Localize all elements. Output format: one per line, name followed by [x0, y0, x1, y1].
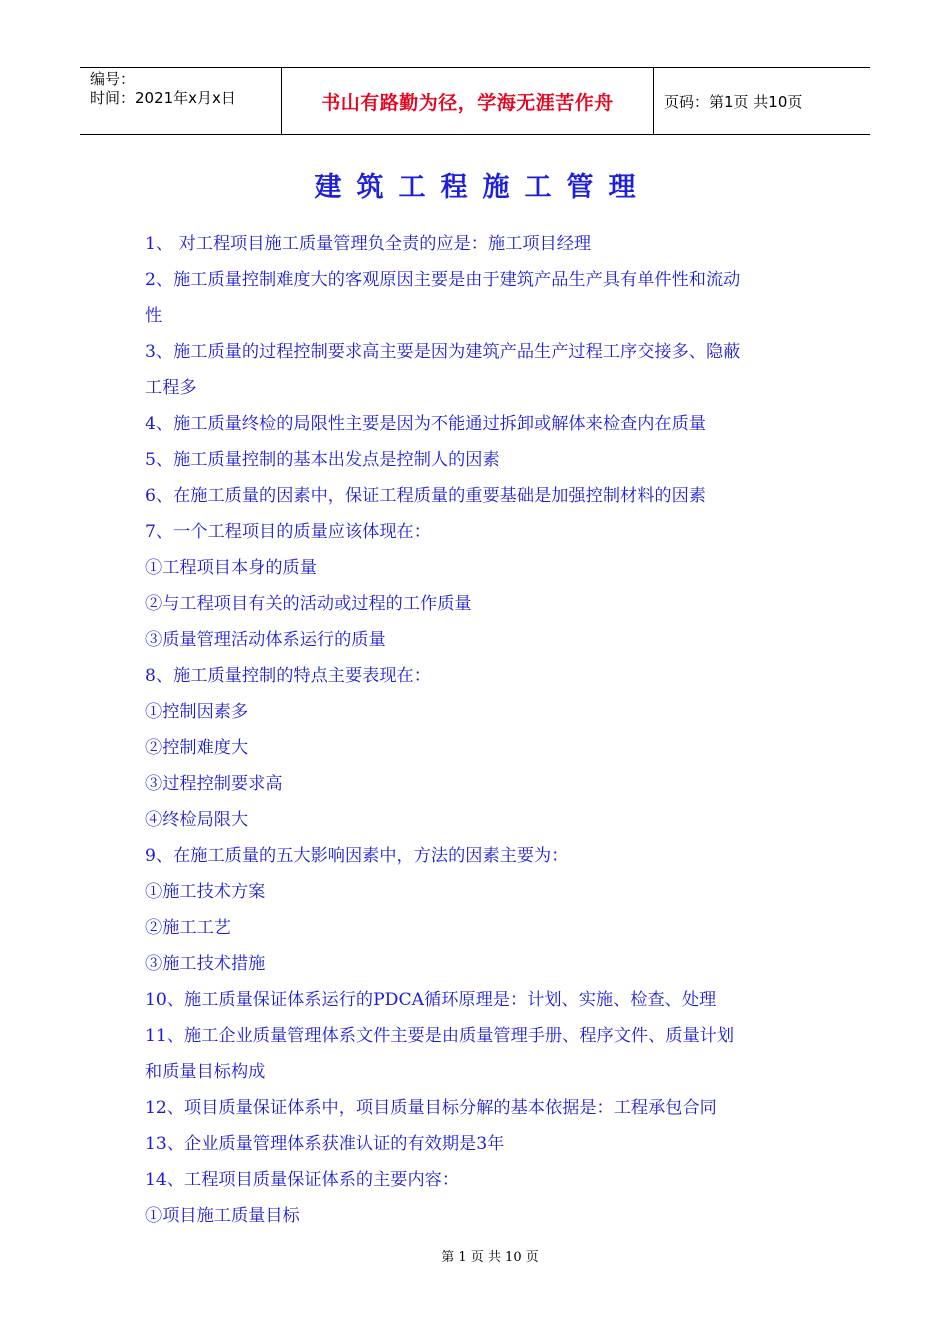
- page-info: 页码：第1页 共10页: [664, 92, 803, 111]
- header-info-cell: [80, 68, 282, 134]
- text-line: 性: [145, 306, 163, 326]
- text-line: ①施工技术方案: [145, 882, 266, 902]
- number-label: 编号：: [90, 70, 136, 88]
- text-line: ③过程控制要求高: [145, 774, 283, 794]
- page-footer: 第 1 页 共 10 页: [441, 1250, 539, 1265]
- text-line: 2、施工质量控制难度大的客观原因主要是由于建筑产品生产具有单件性和流动: [145, 270, 741, 290]
- text-line: 7、一个工程项目的质量应该体现在：: [145, 522, 431, 542]
- text-line: ②控制难度大: [145, 738, 249, 758]
- document-title: 建筑工程施工管理: [314, 172, 651, 203]
- motto: 书山有路勤为径，学海无涯苦作舟: [282, 68, 654, 134]
- text-line: 6、在施工质量的因素中，保证工程质量的重要基础是加强控制材料的因素: [145, 486, 706, 506]
- text-line: 3、施工质量的过程控制要求高主要是因为建筑产品生产过程工序交接多、隐蔽: [145, 342, 741, 362]
- text-line: ③施工技术措施: [145, 954, 266, 974]
- text-line: ④终检局限大: [145, 810, 249, 830]
- text-line: 工程多: [145, 378, 197, 398]
- text-line: 14、工程项目质量保证体系的主要内容：: [145, 1170, 460, 1190]
- text-line: 1、 对工程项目施工质量管理负全责的应是：施工项目经理: [145, 234, 592, 254]
- text-line: ②施工工艺: [145, 918, 231, 938]
- text-line: ①项目施工质量目标: [145, 1206, 300, 1226]
- text-line: 4、施工质量终检的局限性主要是因为不能通过拆卸或解体来检查内在质量: [145, 414, 706, 434]
- text-line: 12、项目质量保证体系中，项目质量目标分解的基本依据是：工程承包合同: [145, 1098, 717, 1118]
- text-line: 8、施工质量控制的特点主要表现在：: [145, 666, 431, 686]
- time-label: 时间：2021年x月x日: [90, 89, 236, 107]
- text-line: 10、施工质量保证体系运行的PDCA循环原理是：计划、实施、检查、处理: [145, 990, 717, 1010]
- header-table: [80, 67, 870, 135]
- text-line: ②与工程项目有关的活动或过程的工作质量: [145, 594, 472, 614]
- text-line: ③质量管理活动体系运行的质量: [145, 630, 386, 650]
- text-line: 11、施工企业质量管理体系文件主要是由质量管理手册、程序文件、质量计划: [145, 1026, 735, 1046]
- text-line: 5、施工质量控制的基本出发点是控制人的因素: [145, 450, 500, 470]
- text-line: 和质量目标构成: [145, 1062, 266, 1082]
- text-line: 9、在施工质量的五大影响因素中，方法的因素主要为：: [145, 846, 569, 866]
- text-line: 13、企业质量管理体系获准认证的有效期是3年: [145, 1134, 505, 1154]
- text-line: ①控制因素多: [145, 702, 249, 722]
- document-body: [145, 226, 815, 1234]
- text-line: ①工程项目本身的质量: [145, 558, 317, 578]
